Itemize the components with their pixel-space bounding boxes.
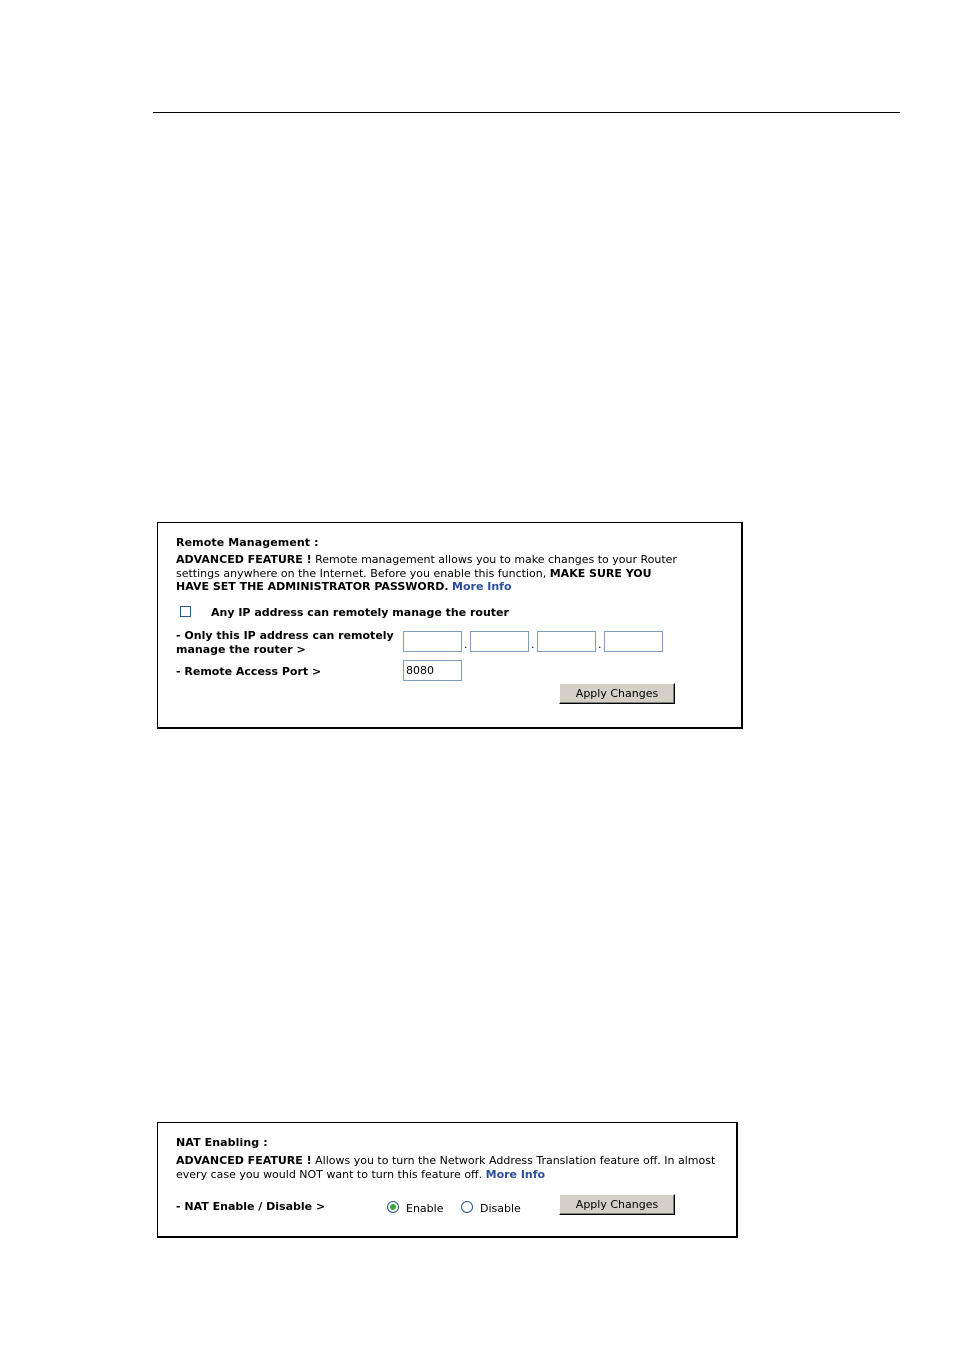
only-ip-label-line1: - Only this IP address can remotely: [176, 629, 394, 642]
apply-changes-button[interactable]: Apply Changes: [559, 683, 675, 704]
any-ip-checkbox[interactable]: [180, 606, 191, 617]
ip-octet-1-input[interactable]: [403, 631, 462, 652]
remote-port-input[interactable]: 8080: [403, 660, 462, 681]
radio-selected-dot: [390, 1204, 396, 1210]
ip-separator: .: [598, 638, 602, 651]
remote-management-panel: [157, 522, 743, 729]
description-text: Allows you to turn the Network Address Translation feature off. In almost every case you would NOT want to turn this feature off.: [176, 1154, 716, 1181]
ip-separator: .: [531, 638, 535, 651]
ip-separator: .: [464, 638, 468, 651]
port-label: - Remote Access Port >: [176, 665, 322, 678]
advanced-feature-label: ADVANCED FEATURE !: [176, 1154, 312, 1167]
only-ip-label-line2: manage the router >: [176, 643, 306, 656]
ip-octet-2-input[interactable]: [470, 631, 529, 652]
remote-management-title: Remote Management :: [176, 536, 319, 549]
nat-title: NAT Enabling :: [176, 1136, 268, 1149]
enable-radio[interactable]: [387, 1201, 399, 1213]
ip-octet-3-input[interactable]: [537, 631, 596, 652]
disable-label: Disable: [480, 1202, 521, 1215]
enable-label: Enable: [406, 1202, 444, 1215]
remote-management-description: [176, 553, 681, 594]
any-ip-label: Any IP address can remotely manage the router: [211, 606, 509, 619]
disable-radio[interactable]: [461, 1201, 473, 1213]
password-warning: MAKE SURE YOU HAVE SET THE ADMINISTRATOR PASSWORD.: [176, 566, 652, 593]
header-rule: [153, 112, 900, 113]
advanced-feature-label: ADVANCED FEATURE !: [176, 553, 312, 566]
nat-description: [176, 1154, 721, 1181]
more-info-link[interactable]: More Info: [452, 580, 512, 593]
more-info-link[interactable]: More Info: [485, 1167, 546, 1181]
description-text: Remote management allows you to make changes to your Router settings anywhere on the Internet. Before you enable this function,: [176, 553, 677, 580]
nat-toggle-label: - NAT Enable / Disable >: [176, 1200, 326, 1213]
nat-enabling-panel: [157, 1122, 738, 1238]
apply-changes-button[interactable]: Apply Changes: [559, 1194, 675, 1215]
ip-octet-4-input[interactable]: [604, 631, 663, 652]
